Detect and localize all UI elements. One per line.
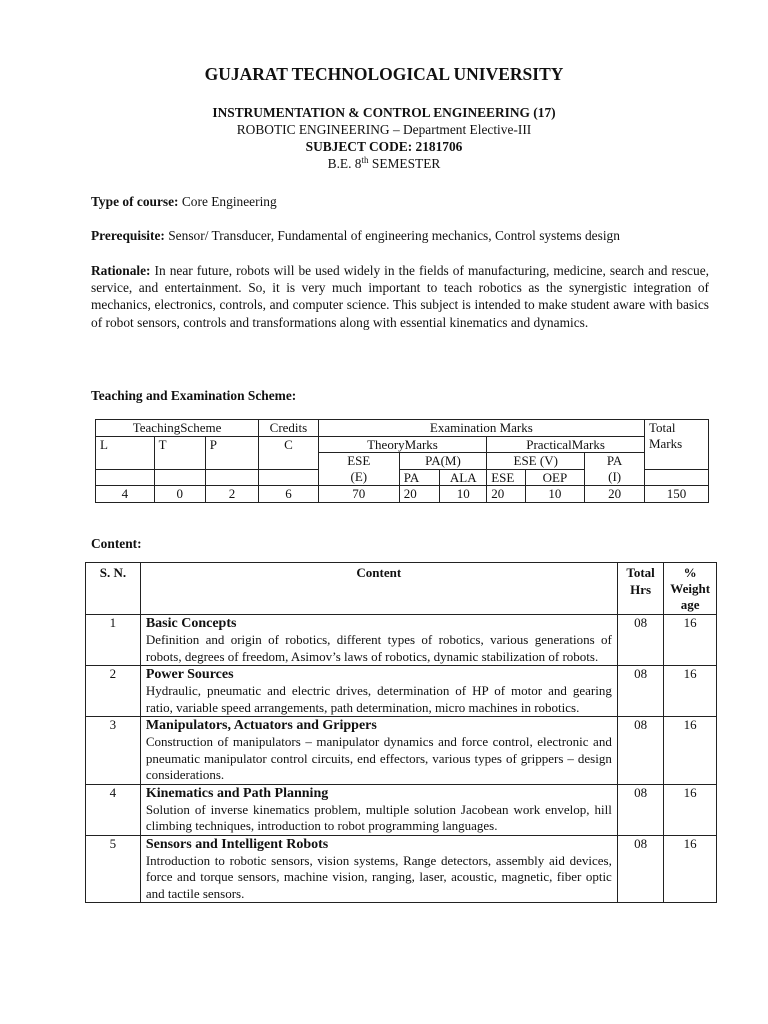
table-row — [86, 835, 717, 903]
semester-suffix: SEMESTER — [368, 156, 441, 171]
hrs-header — [617, 563, 664, 615]
ese-header: ESE — [487, 469, 525, 486]
ese-e-header — [318, 453, 399, 486]
table-row — [86, 784, 717, 835]
theory-marks-header: TheoryMarks — [318, 436, 486, 453]
spacer-t — [154, 469, 205, 486]
sn-header: S. N. — [86, 563, 141, 615]
ese-value: 20 — [487, 486, 525, 503]
row-weight: 16 — [664, 784, 717, 835]
row-content — [140, 784, 617, 835]
row-content — [140, 615, 617, 666]
row-sn: 4 — [86, 784, 141, 835]
content-table — [85, 562, 717, 903]
subject-code: SUBJECT CODE: 2181706 — [305, 139, 463, 154]
p-value: 2 — [205, 486, 258, 503]
pa-i-line1: PA — [606, 453, 623, 468]
l-header: L — [96, 436, 155, 469]
course-type-label: Type of course: — [91, 194, 179, 209]
row-hrs: 08 — [617, 615, 664, 666]
row-weight: 16 — [664, 615, 717, 666]
prerequisite-label: Prerequisite: — [91, 228, 165, 243]
hrs-header-line1: Total — [626, 565, 655, 580]
spacer-p — [205, 469, 258, 486]
pa-header: PA — [399, 469, 440, 486]
pa-i-value: 20 — [585, 486, 645, 503]
subject-title: ROBOTIC ENGINEERING – Department Elective-III — [236, 122, 532, 137]
row-content — [140, 835, 617, 903]
ala-value: 10 — [440, 486, 487, 503]
ese-e-line1: ESE — [347, 453, 371, 468]
row-hrs: 08 — [617, 784, 664, 835]
ala-header: ALA — [440, 469, 487, 486]
row-text: Construction of manipulators – manipulator dynamics and force control, electronic and pneumatic manipulator control circuits, end effectors, various types of grippers – design considerations. — [145, 734, 612, 782]
exam-marks-header: Examination Marks — [318, 420, 644, 437]
total-marks-line1: Total — [648, 420, 676, 435]
ese-e-line2: (E) — [350, 468, 368, 484]
row-weight: 16 — [664, 666, 717, 717]
p-header: P — [205, 436, 258, 469]
weight-header-line1: % — [683, 565, 697, 580]
row-hrs: 08 — [617, 835, 664, 903]
row-title: Sensors and Intelligent Robots — [145, 836, 329, 852]
semester-line — [0, 156, 768, 172]
ese-v-header: ESE (V) — [487, 453, 585, 470]
total-value: 150 — [644, 486, 708, 503]
rationale-label: Rationale: — [91, 263, 151, 278]
row-content — [140, 666, 617, 717]
hrs-header-line2: Hrs — [630, 581, 652, 597]
rationale — [91, 262, 709, 331]
c-value: 6 — [259, 486, 319, 503]
weight-header — [664, 563, 717, 615]
oep-header: OEP — [525, 469, 585, 486]
table-row — [86, 717, 717, 785]
row-text: Definition and origin of robotics, different types of robotics, various generations of robots, degrees of freedom, Asimov’s laws of robotics, dynamic stabilization of robots. — [145, 632, 612, 664]
spacer-total — [644, 469, 708, 486]
row-text: Hydraulic, pneumatic and electric drives, determination of HP of motor and gearing ratio, variable speed arrangements, path determination, micro machines in robotics. — [145, 683, 612, 715]
pa-i-line2: (I) — [608, 468, 622, 484]
teaching-scheme-table — [95, 419, 709, 503]
t-value: 0 — [154, 486, 205, 503]
content-header: Content — [140, 563, 617, 615]
teaching-scheme-header: TeachingScheme — [96, 420, 259, 437]
pa-m-header: PA(M) — [399, 453, 486, 470]
row-text: Introduction to robotic sensors, vision systems, Range detectors, assembly aid devices, force and torque sensors, machine vision, ranging, laser, acoustic, magnetic, fiber optic and tactile sensors. — [145, 852, 612, 901]
row-weight: 16 — [664, 717, 717, 785]
practical-marks-header: PracticalMarks — [487, 436, 645, 453]
scheme-heading: Teaching and Examination Scheme: — [91, 388, 297, 403]
ese-e-value: 70 — [318, 486, 399, 503]
prerequisite-value: Sensor/ Transducer, Fundamental of engineering mechanics, Control systems design — [164, 228, 620, 243]
university-title: GUJARAT TECHNOLOGICAL UNIVERSITY — [204, 64, 564, 84]
weight-header-line3: age — [680, 597, 700, 612]
pa-i-header — [585, 453, 645, 486]
row-sn: 5 — [86, 835, 141, 903]
row-hrs: 08 — [617, 717, 664, 785]
row-title: Power Sources — [145, 667, 234, 682]
spacer-l — [96, 469, 155, 486]
table-row — [86, 666, 717, 717]
course-type-value: Core Engineering — [178, 194, 277, 209]
row-weight: 16 — [664, 835, 717, 903]
oep-value: 10 — [525, 486, 585, 503]
row-hrs: 08 — [617, 666, 664, 717]
row-title: Basic Concepts — [145, 616, 237, 631]
course-type — [91, 193, 709, 210]
row-title: Kinematics and Path Planning — [145, 785, 329, 801]
weight-header-line2: Weight — [670, 581, 711, 596]
semester-sup: th — [361, 155, 369, 165]
total-marks-line2: Marks — [648, 435, 683, 451]
prerequisite — [91, 227, 709, 244]
row-sn: 3 — [86, 717, 141, 785]
row-sn: 2 — [86, 666, 141, 717]
content-heading: Content: — [91, 536, 142, 551]
c-header: C — [259, 436, 319, 469]
department-title: INSTRUMENTATION & CONTROL ENGINEERING (17) — [212, 105, 556, 120]
row-text: Solution of inverse kinematics problem, multiple solution Jacobean work envelop, hill climbing techniques, introduction to robot programming languages. — [145, 801, 612, 833]
row-title: Manipulators, Actuators and Grippers — [145, 718, 377, 733]
table-row — [86, 615, 717, 666]
total-marks-header — [644, 420, 708, 470]
l-value: 4 — [96, 486, 155, 503]
spacer-c — [259, 469, 319, 486]
row-sn: 1 — [86, 615, 141, 666]
row-content — [140, 717, 617, 785]
rationale-text: In near future, robots will be used widely in the fields of manufacturing, medicine, search and rescue, service, and entertainment. So, it is very much important to teach robotics as the synergistic integration of mechanics, electronics, controls, and computer science. This subject is intended to make student aware with basics of robot sensors, controls and transformations along with essential kinematics and dynamics. — [91, 263, 709, 330]
pa-value: 20 — [399, 486, 440, 503]
credits-header: Credits — [259, 420, 319, 437]
semester-prefix: B.E. 8 — [327, 156, 362, 171]
t-header: T — [154, 436, 205, 469]
